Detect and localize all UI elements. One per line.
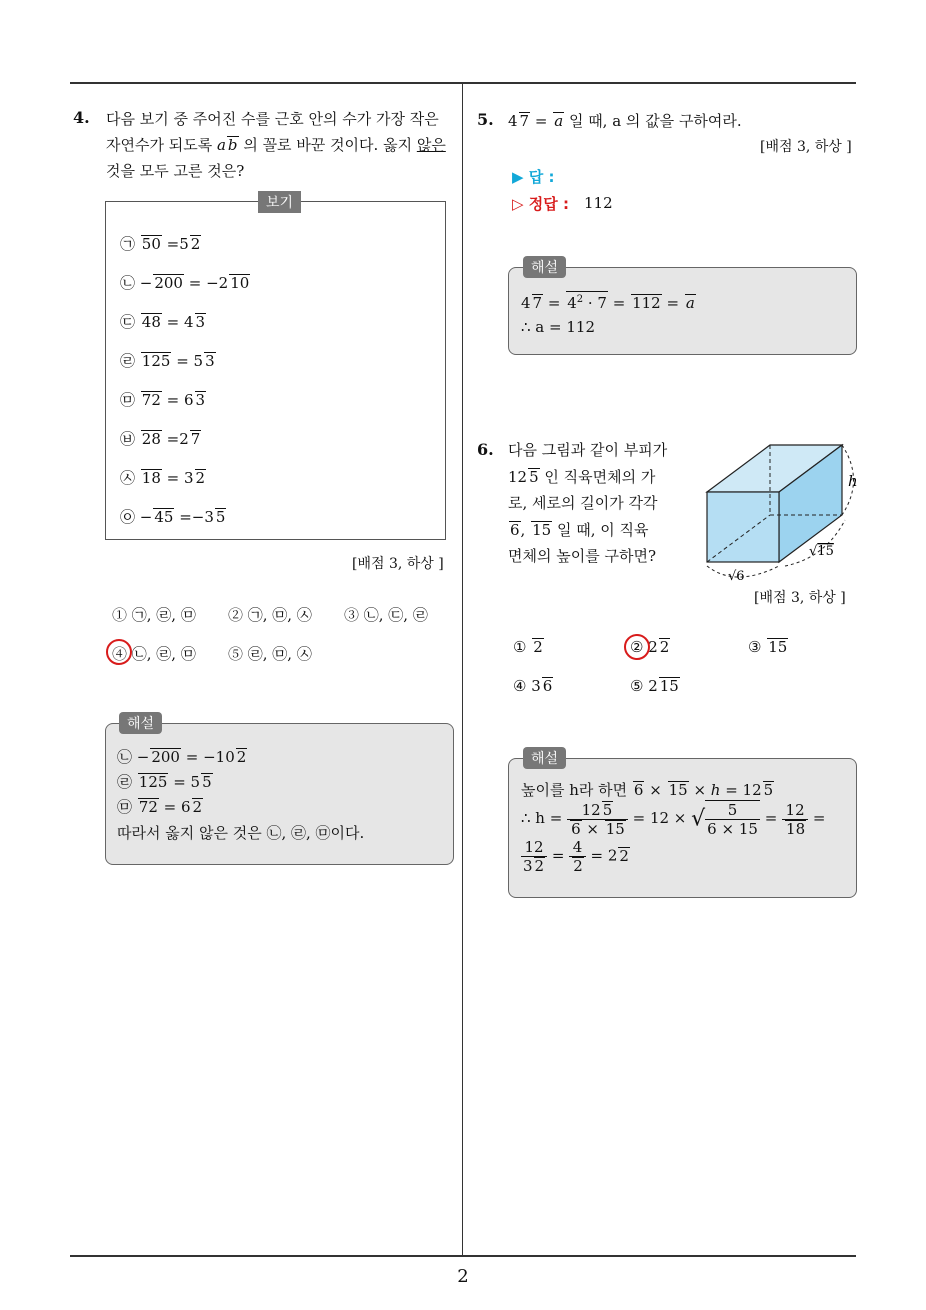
q5-solution-tag: 해설 bbox=[523, 256, 566, 278]
q6-score: [배점 3, 하상 ] bbox=[754, 590, 846, 606]
q4-text bbox=[106, 106, 456, 184]
page-number: 2 bbox=[457, 1266, 469, 1287]
q6-line5: 면체의 높이를 구하면? bbox=[508, 547, 656, 565]
q5-number: 5. bbox=[477, 110, 494, 129]
q4-solution-line: ㉣ 125 = 5 5 bbox=[117, 773, 212, 791]
q4-choice-2[interactable]: ② ㉠, ㉤, ㉦ bbox=[228, 606, 312, 624]
q4-answer-circle bbox=[106, 639, 132, 665]
q6-solution-line1: 높이를 h라 하면 6 × 15 × h = 12 5 bbox=[521, 781, 774, 799]
q6-answer-circle bbox=[624, 634, 650, 660]
q4-choice-5[interactable]: ⑤ ㉣, ㉤, ㉦ bbox=[228, 645, 312, 663]
q5-correct-value: 112 bbox=[584, 194, 613, 212]
bogi-item: ㉠ 50 =5 2 bbox=[120, 235, 201, 253]
cuboid-figure bbox=[695, 440, 865, 585]
q4-solution-conclusion: 따라서 옳지 않은 것은 ㉡, ㉣, ㉤이다. bbox=[117, 824, 365, 842]
bogi-item: ㉦ 18 = 3 2 bbox=[120, 469, 206, 487]
q4-solution-tag: 해설 bbox=[119, 712, 162, 734]
q5-score: [배점 3, 하상 ] bbox=[760, 139, 852, 155]
label-sqrt6: √6 bbox=[728, 569, 745, 584]
q6-line2: 12 5 인 직육면체의 가 bbox=[508, 467, 656, 486]
q5-correct-label: ▷ 정답 : bbox=[512, 195, 569, 213]
q4-choice-4[interactable]: ④ ㉡, ㉣, ㉤ bbox=[112, 645, 196, 663]
q4-choice-1[interactable]: ① ㉠, ㉣, ㉤ bbox=[112, 606, 196, 624]
bogi-item: ㉤ 72 = 6 3 bbox=[120, 391, 206, 409]
cuboid-front-face bbox=[707, 492, 779, 562]
q6-number: 6. bbox=[477, 440, 494, 459]
bogi-item: ㉣ 125 = 5 3 bbox=[120, 352, 215, 370]
q4-solution-line: ㉡ − 200 = −10 2 bbox=[117, 748, 247, 766]
q6-choice-1[interactable]: ① 2 bbox=[513, 638, 543, 656]
q6-text bbox=[508, 437, 686, 570]
q6-choice-5[interactable]: ⑤ 2 15 bbox=[630, 677, 679, 695]
q6-choice-3[interactable]: ③ 15 bbox=[748, 638, 788, 656]
column-divider bbox=[462, 83, 463, 1255]
bogi-item: ㉢ 48 = 4 3 bbox=[120, 313, 206, 331]
bogi-item: ㉧ − 45 =−3 5 bbox=[120, 508, 226, 526]
q4-choice-3[interactable]: ③ ㉡, ㉢, ㉣ bbox=[344, 606, 428, 624]
q4-line3: 것을 모두 고른 것은? bbox=[106, 162, 245, 180]
q4-solution-line: ㉤ 72 = 6 2 bbox=[117, 798, 203, 816]
q4-number: 4. bbox=[73, 108, 90, 127]
q6-choice-4[interactable]: ④ 3 6 bbox=[513, 677, 553, 695]
top-rule bbox=[70, 82, 856, 84]
bogi-item: ㉥ 28 =2 7 bbox=[120, 430, 201, 448]
bogi-item: ㉡ − 200 = −2 10 bbox=[120, 274, 250, 292]
q6-choice-2[interactable]: ② 2 2 bbox=[630, 638, 670, 656]
bottom-rule bbox=[70, 1255, 856, 1257]
q5-answer-label: ▶ 답 : bbox=[512, 168, 555, 186]
q5-text: 4 7 = a 일 때, a 의 값을 구하여라. bbox=[508, 112, 742, 130]
q6-solution-tag: 해설 bbox=[523, 747, 566, 769]
q4-score: [배점 3, 하상 ] bbox=[352, 556, 444, 572]
label-h: h bbox=[848, 472, 858, 490]
q6-line1: 다음 그림과 같이 부피가 bbox=[508, 441, 668, 459]
q6-solution-line3: $\frac{12}{3 2}$ = $\frac{4}{2}$ = 2 2 bbox=[523, 838, 629, 875]
q4-solution-box bbox=[105, 723, 454, 865]
q6-line3: 로, 세로의 길이가 각각 bbox=[508, 494, 658, 512]
q5-solution-line1: 4 $7 = 4^2 \cdot 7 = 112 = a$ bbox=[521, 291, 696, 312]
q5-solution-line2: ∴ a = 112 bbox=[521, 318, 595, 336]
q4-line1: 다음 보기 중 주어진 수를 근호 안의 수가 가장 작은 bbox=[106, 110, 439, 128]
label-sqrt15: √15 bbox=[809, 544, 834, 559]
q6-line4: 6, 15 일 때, 이 직육 bbox=[510, 520, 649, 539]
q6-solution-line2: ∴ h = $\frac{12 5}{6 \times 15}$ = 12 × √ $\frac{5}{6 \times 15}$ = $\frac{12}{18}$ = bbox=[521, 800, 826, 838]
bogi-tag: 보기 bbox=[258, 191, 301, 213]
q4-line2: 자연수가 되도록 a b 의 꼴로 바꾼 것이다. 옳지 않은 bbox=[106, 136, 446, 154]
